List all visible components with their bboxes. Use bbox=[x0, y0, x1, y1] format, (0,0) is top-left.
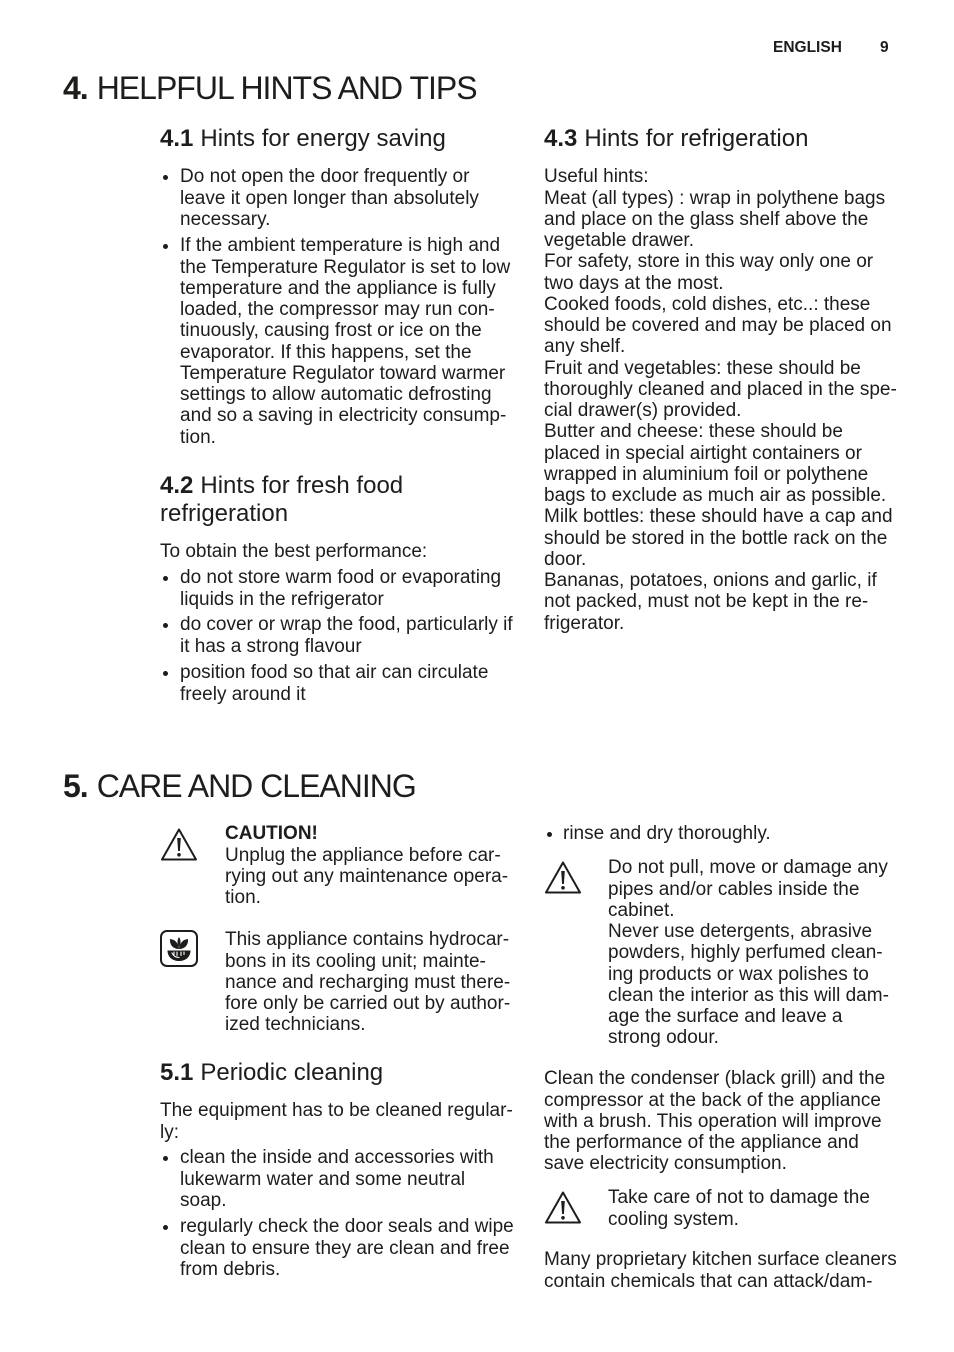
subsection-4-2-heading bbox=[160, 472, 403, 528]
subsection-4-1-heading bbox=[160, 125, 446, 153]
list-item: do cover or wrap the food, particularly if it has a strong flavour bbox=[180, 614, 513, 657]
cooling-warning-text: Take care of not to damage the cooling system. bbox=[608, 1187, 870, 1230]
warning-triangle-icon bbox=[544, 860, 582, 896]
list-item: regularly check the door seals and wipe clean to ensure they are clean and free from debris. bbox=[180, 1216, 514, 1280]
list-item: Do not open the door frequently or leave it open longer than absolutely necessary. bbox=[180, 166, 479, 230]
environment-plant-icon bbox=[160, 930, 198, 967]
subsection-number: 4.1 bbox=[160, 125, 194, 152]
page-number: 9 bbox=[880, 39, 889, 56]
condenser-text: Clean the condenser (black grill) and the compressor at the back of the appliance with a brush. This operation will improve the performance of the appliance and save electricity consumption. bbox=[544, 1068, 886, 1175]
page-header-language: ENGLISH bbox=[773, 39, 842, 56]
subsection-title: Periodic cleaning bbox=[200, 1059, 384, 1086]
cleaners-text: Many proprietary kitchen surface cleaners contain chemicals that can attack/dam- bbox=[544, 1249, 897, 1292]
subsection-4-3-heading bbox=[544, 125, 808, 153]
warning-triangle-icon bbox=[160, 827, 198, 863]
caution-label: CAUTION! bbox=[225, 823, 318, 845]
paragraph: Bananas, potatoes, onions and garlic, if not packed, must not be kept in the re- frigerator. bbox=[544, 570, 877, 634]
subsection-number: 4.2 bbox=[160, 472, 194, 499]
subsection-number: 5.1 bbox=[160, 1059, 194, 1086]
pipes-warning-note bbox=[608, 857, 889, 1048]
section-4-heading bbox=[63, 70, 477, 106]
section-4-title: HELPFUL HINTS AND TIPS bbox=[96, 70, 477, 106]
subsection-title: Hints for refrigeration bbox=[584, 125, 809, 152]
subsection-number: 4.3 bbox=[544, 125, 578, 152]
subsection-title: Hints for energy saving bbox=[200, 125, 446, 152]
subsection-title: Hints for fresh food refrigeration bbox=[160, 472, 404, 527]
refrigeration-hints bbox=[544, 166, 897, 634]
list-item: rinse and dry thoroughly. bbox=[563, 823, 771, 845]
section-5-number: 5. bbox=[63, 768, 88, 804]
periodic-cleaning-intro: The equipment has to be cleaned regular- ly: bbox=[160, 1100, 513, 1143]
paragraph: Fruit and vegetables: these should be thoroughly cleaned and placed in the spe- cial drawer(s) provided. bbox=[544, 357, 897, 422]
paragraph: Meat (all types) : wrap in polythene bags and place on the glass shelf above the vegetable drawer. bbox=[544, 187, 886, 252]
paragraph: Milk bottles: these should have a cap and should be stored in the bottle rack on the door. bbox=[544, 506, 893, 570]
caution-text: Unplug the appliance before car- rying out any maintenance opera- tion. bbox=[225, 844, 509, 909]
fresh-food-intro: To obtain the best performance: bbox=[160, 541, 428, 563]
paragraph: Never use detergents, abrasive powders, highly perfumed clean- ing products or wax polishes to clean the interior as this will dam- age the surface and leave a strong odour. bbox=[608, 921, 889, 1049]
caution-note bbox=[225, 823, 508, 908]
paragraph: Cooked foods, cold dishes, etc..: these should be covered and may be placed on any shelf. bbox=[544, 293, 892, 358]
section-4-number: 4. bbox=[63, 70, 88, 106]
paragraph: For safety, store in this way only one or two days at the most. bbox=[544, 251, 874, 294]
list-item: position food so that air can circulate freely around it bbox=[180, 662, 489, 705]
list-item: If the ambient temperature is high and the Temperature Regulator is set to low temperature and the appliance is fully loaded, the compressor may run con- tinuously, causing frost or ice on the evaporator. If this happens, set the Temperature Regulator toward warmer settings to allow automatic defrosting and so a saving in electricity consump- tion. bbox=[180, 235, 511, 448]
paragraph: Do not pull, move or damage any pipes and/or cables inside the cabinet. bbox=[608, 857, 888, 921]
section-5-heading bbox=[63, 768, 416, 804]
subsection-5-1-heading bbox=[160, 1059, 383, 1087]
warning-triangle-icon bbox=[544, 1190, 582, 1226]
paragraph: Butter and cheese: these should be placed in special airtight containers or wrapped in aluminium foil or polythene bags to exclude as much air as possible. bbox=[544, 421, 887, 507]
section-5-title: CARE AND CLEANING bbox=[96, 768, 416, 804]
list-item: clean the inside and accessories with lukewarm water and some neutral soap. bbox=[180, 1147, 494, 1211]
list-item: do not store warm food or evaporating liquids in the refrigerator bbox=[180, 567, 502, 610]
paragraph: Useful hints: bbox=[544, 166, 649, 188]
environment-note-text: This appliance contains hydrocar- bons in its cooling unit; mainte- nance and recharging must there- fore only be carried out by author- ized technicians. bbox=[225, 929, 511, 1036]
